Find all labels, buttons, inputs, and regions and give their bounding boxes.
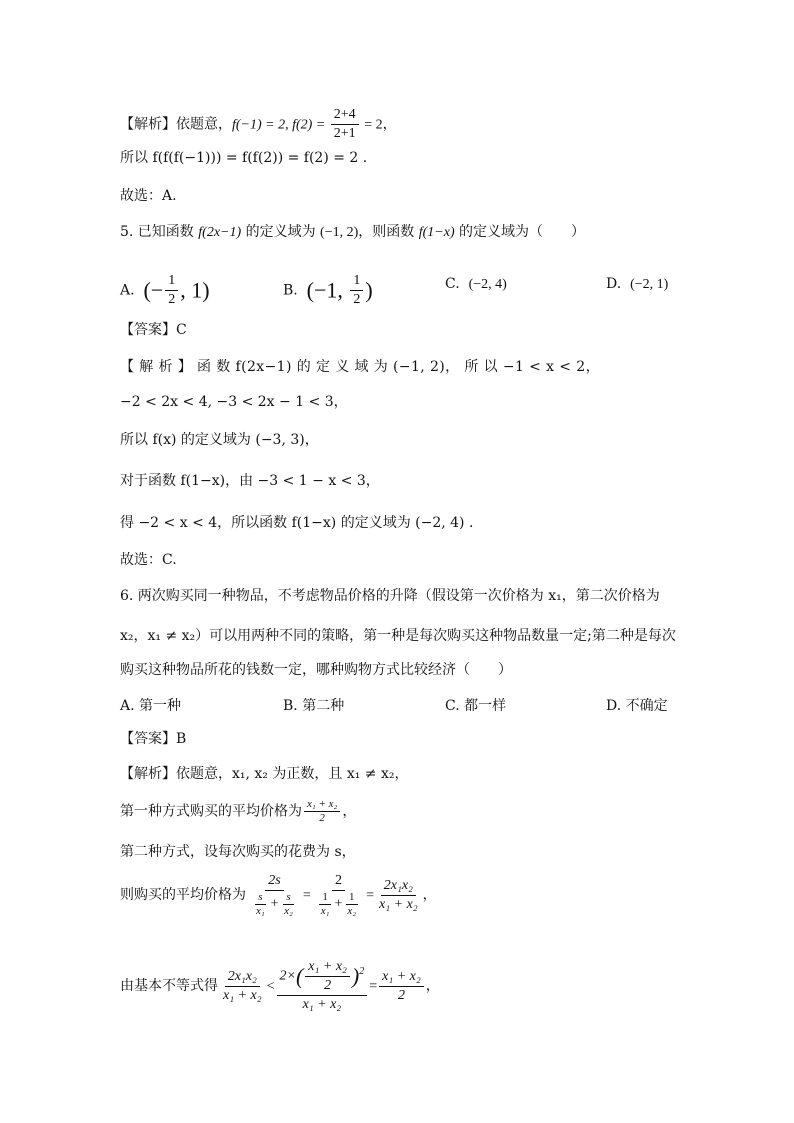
q5-solution-line-5: 得 −2 < x < 4，所以函数 f(1−x) 的定义域为 (−2, 4) .	[120, 515, 474, 531]
fraction-numerator: 1	[319, 891, 331, 905]
q6-solution-line-5	[120, 958, 440, 1014]
fraction-numerator: 1	[350, 272, 363, 291]
option-bracket: (−	[143, 277, 164, 303]
fraction-numerator: s	[283, 891, 293, 905]
q5-function-1: f(2x−1)	[198, 225, 242, 240]
result-fraction	[376, 877, 421, 914]
fraction-denominator: x₁ + x₂	[302, 997, 342, 1012]
fraction-numerator: 1	[165, 272, 178, 291]
fraction-denominator: x₂	[284, 905, 293, 917]
prev-solution-line-1	[120, 106, 397, 143]
fraction-numerator: 2+4	[331, 106, 359, 125]
q5-function-2: f(1−x)	[418, 225, 455, 240]
q6-option-a: A. 第一种	[120, 698, 182, 714]
q5-solution-line-3: 所以 f(x) 的定义域为 (−3, 3)，	[120, 432, 319, 448]
inequality-right-fraction	[379, 968, 424, 1005]
q6-stem-line-2: x₂，x₁ ≠ x₂）可以用两种不同的策略，第一种是每次购买这种物品数量一定;第二种是每次	[120, 628, 676, 644]
prev-solution-tail: = 2，	[360, 117, 397, 133]
q6-option-c: C. 都一样	[445, 698, 507, 714]
option-value: (−2, 4)	[468, 277, 507, 292]
option-bracket: (−1,	[306, 277, 349, 303]
q6-stem-line-3: 购买这种物品所花的钱数一定，哪种购物方式比较经济（ ）	[120, 662, 512, 678]
solution-punct: ，	[342, 803, 357, 820]
q5-stem-part: 5. 已知函数	[120, 224, 199, 240]
inequality-left-fraction	[220, 968, 265, 1005]
fraction-numerator: 1	[346, 891, 358, 905]
q5-option-d	[606, 274, 668, 295]
option-label: B.	[283, 282, 298, 299]
q5-stem-part: 的定义域为（ ）	[454, 224, 586, 240]
prev-solution-label: 【解析】依题意，	[120, 116, 232, 133]
fraction-numerator: x₁ + x₂	[304, 798, 340, 812]
option-label: D.	[606, 276, 622, 292]
q5-answer: 【答案】C	[120, 322, 187, 338]
q5-stem-part: 的定义域为	[241, 224, 321, 240]
fraction-numerator: 2x₁x₂	[225, 968, 260, 987]
option-fraction	[165, 272, 178, 309]
q5-solution-line-2: −2 < 2x < 4, −3 < 2x − 1 < 3，	[120, 394, 348, 410]
fraction-numerator: x₁ + x₂	[379, 968, 424, 987]
fraction-denominator: 2+1	[333, 126, 356, 141]
sub-fraction	[281, 891, 296, 918]
fraction-denominator: x₂	[347, 905, 357, 917]
exponent: 2	[359, 966, 365, 978]
q6-solution-line-2	[120, 798, 356, 825]
inner-fraction	[305, 958, 350, 995]
q6-option-b: B. 第二种	[283, 698, 345, 714]
q5-solution-line-1: 【 解 析 】 函 数 f(2x−1) 的 定 义 域 为 (−1, 2)， 所 以 −1 < x < 2，	[120, 359, 600, 375]
fraction-numerator: 2s	[265, 872, 283, 891]
q5-solution-line-6: 故选：C.	[120, 552, 177, 568]
solution-punct: ，	[425, 978, 440, 994]
fraction-denominator: x₁ + x₂	[379, 896, 418, 912]
solution-text: 第一种方式购买的平均价格为	[120, 803, 302, 820]
sub-fraction	[253, 891, 268, 918]
fraction-denominator: $\frac{s}{\text{x₁}}$ + $\frac{s}{\text{x₂}}$	[248, 891, 301, 918]
q5-option-b	[283, 272, 373, 309]
q6-solution-line-3: 第二种方式，设每次购买的花费为 s，	[120, 844, 356, 860]
fraction-denominator: x₁ + x₂	[223, 987, 262, 1003]
q6-solution-line-4: 则购买的平均价格为 2s $\frac{s}{\text{x₁}}$ + $\frac{s}{\text{x₂}}$ = 2 $\frac{1}{\text{x₁}}$ + $\frac{1}{\text{x₂}}$ = $\frac{\text{2x₁x₂}}{\text{x₁ + x₂}}$ ，	[120, 873, 437, 917]
fraction-denominator: $\frac{1}{\text{x₁}}$ + $\frac{1}{\text{x₂}}$	[313, 891, 364, 918]
sub-fraction	[318, 891, 333, 918]
fraction-numerator: s	[255, 891, 265, 905]
fraction-denominator: 2	[397, 987, 405, 1003]
equals-sign: =	[369, 979, 378, 994]
q5-domain: (−1, 2)	[320, 225, 359, 240]
q5-stem	[120, 222, 585, 243]
prev-solution-line-3: 故选：A.	[120, 188, 177, 204]
inequality-middle-fraction	[277, 958, 368, 1014]
q5-option-c	[445, 274, 507, 295]
prev-solution-fraction	[331, 106, 359, 143]
fraction-denominator: x₁	[256, 905, 265, 917]
fraction-denominator: 2	[319, 812, 325, 824]
fraction-denominator: 2	[168, 292, 176, 307]
prev-solution-line-2: 所以 f(f(f(−1))) = f(f(2)) = f(2) = 2 .	[120, 150, 368, 166]
option-bracket: )	[365, 277, 373, 303]
q6-option-d: D. 不确定	[606, 698, 668, 714]
fraction-denominator: 2	[353, 292, 361, 307]
q6-stem-line-1: 6. 两次购买同一种物品，不考虑物品价格的升降（假设第一次价格为 x₁，第二次价格为	[120, 588, 660, 604]
solution-punct: ，	[422, 887, 437, 903]
compound-fraction-2	[313, 872, 364, 918]
q5-option-a	[120, 272, 210, 309]
q6-solution-line-1: 【解析】依题意，x₁, x₂ 为正数，且 x₁ ≠ x₂，	[120, 766, 409, 782]
solution-text: 则购买的平均价格为	[120, 887, 246, 903]
solution-text: 由基本不等式得	[120, 978, 218, 994]
compound-fraction-1	[248, 872, 301, 918]
coefficient: 2×	[279, 968, 296, 984]
option-label: C.	[445, 276, 460, 292]
fraction-numerator: 2	[332, 872, 345, 891]
sub-fraction	[344, 891, 359, 918]
fraction-numerator: 2×( $\frac{\text{x₁ + x₂}}{2}$ )$^2$	[277, 958, 368, 996]
q5-solution-line-4: 对于函数 f(1−x)，由 −3 < 1 − x < 3，	[120, 473, 380, 489]
average-price-fraction	[304, 798, 340, 825]
option-label: A.	[120, 282, 135, 299]
prev-solution-expr: f(−1) = 2, f(2) =	[232, 117, 329, 133]
option-fraction	[350, 272, 363, 309]
fraction-denominator: x₁	[320, 905, 330, 917]
fraction-denominator: 2	[324, 978, 332, 993]
fraction-numerator: x₁ + x₂	[305, 958, 350, 977]
q6-answer: 【答案】B	[120, 731, 187, 747]
option-value: (−2, 1)	[630, 277, 669, 292]
q5-stem-part: ，则函数	[358, 224, 419, 240]
option-bracket: , 1)	[180, 277, 210, 303]
inequality-sign: <	[266, 979, 275, 994]
fraction-numerator: 2x₁x₂	[381, 877, 416, 896]
